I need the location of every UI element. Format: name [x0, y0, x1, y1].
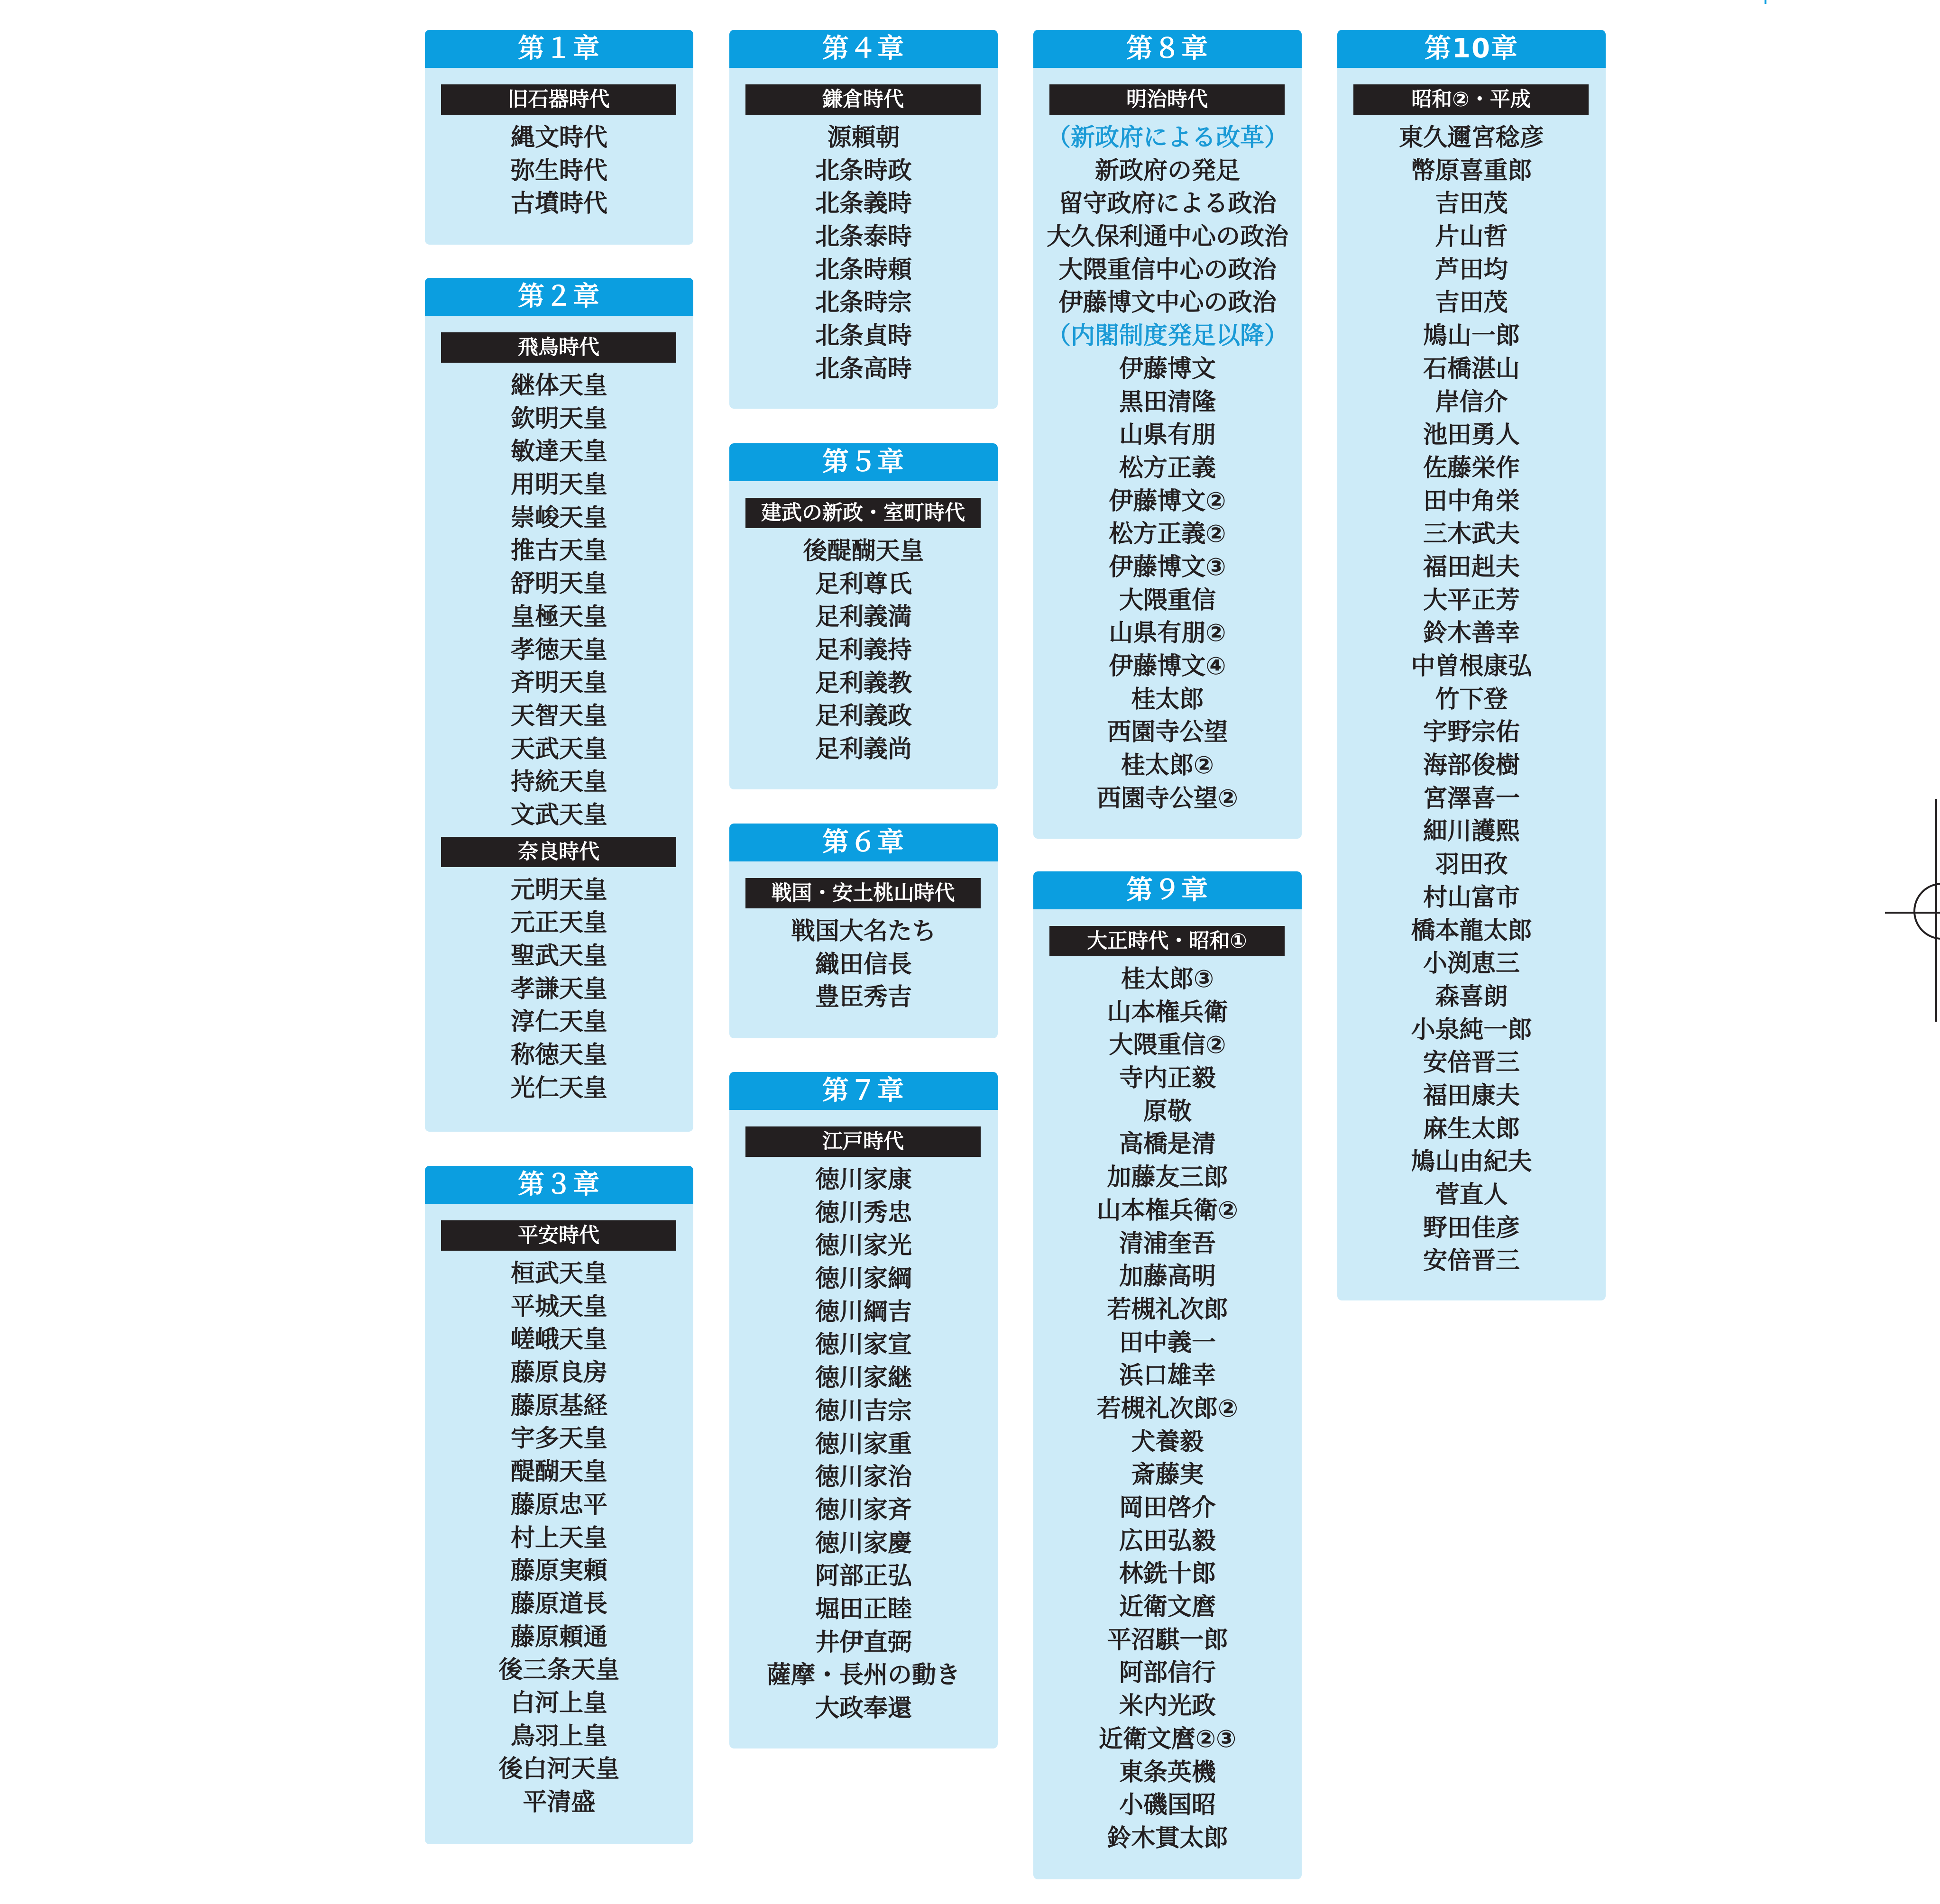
list-item: 福田康夫 [1423, 1081, 1520, 1110]
list-item: 後白河天皇 [498, 1755, 620, 1784]
era-label: 大正時代・昭和① [1049, 926, 1285, 956]
list-item: 古墳時代 [510, 190, 607, 218]
registration-tick [1765, 0, 1766, 4]
list-item: 北条高時 [815, 355, 912, 383]
list-item: 菅直人 [1435, 1181, 1508, 1209]
list-item: 徳川綱吉 [815, 1298, 912, 1326]
list-item: 黒田清隆 [1119, 388, 1216, 416]
list-item: 伊藤博文③ [1109, 553, 1226, 581]
list-item: 天智天皇 [510, 702, 607, 730]
list-item: 北条時政 [815, 156, 912, 185]
list-item: 阿部信行 [1119, 1659, 1216, 1687]
list-item: 北条時頼 [815, 256, 912, 284]
era-label: 戦国・安土桃山時代 [745, 878, 981, 908]
list-item: 橋本龍太郎 [1411, 916, 1532, 945]
chapter-title: 第７章 [729, 1072, 998, 1110]
list-item: 米内光政 [1119, 1692, 1216, 1721]
era-label: 旧石器時代 [441, 84, 676, 115]
list-item: 福田赳夫 [1423, 553, 1520, 581]
chapter-title: 第３章 [425, 1166, 693, 1204]
list-item: 藤原実頼 [510, 1557, 607, 1585]
list-item: 石橋湛山 [1423, 355, 1520, 383]
list-item: 安倍晋三 [1423, 1049, 1520, 1077]
list-item: 斉明天皇 [510, 669, 607, 697]
list-item: 醍醐天皇 [510, 1458, 607, 1486]
list-item: 麻生太郎 [1423, 1115, 1520, 1143]
list-item: 阿部正弘 [815, 1562, 912, 1591]
chapter-card [1337, 30, 1606, 1300]
list-item: 鳩山一郎 [1423, 322, 1520, 350]
list-item: 新政府の発足 [1094, 156, 1240, 185]
list-item: 舒明天皇 [510, 570, 607, 598]
list-item: 西園寺公望 [1107, 718, 1228, 747]
list-item: 堀田正睦 [815, 1595, 912, 1623]
item-list [1033, 963, 1302, 1855]
era-label: 昭和②・平成 [1353, 84, 1589, 115]
list-item: 光仁天皇 [510, 1074, 607, 1102]
list-item: 加藤高明 [1119, 1263, 1216, 1291]
list-item: 三木武夫 [1423, 520, 1520, 549]
list-item: 藤原良房 [510, 1359, 607, 1387]
list-item: 山県有朋 [1119, 421, 1216, 449]
chapter-title: 第１章 [425, 30, 693, 68]
era-label: 建武の新政・室町時代 [745, 498, 981, 528]
chapter-title: 第８章 [1033, 30, 1302, 68]
list-item: 岡田啓介 [1119, 1494, 1216, 1522]
list-item: 徳川家重 [815, 1430, 912, 1458]
list-item: 桓武天皇 [510, 1260, 607, 1288]
list-item: 留守政府による政治 [1058, 190, 1277, 218]
list-item: 岸信介 [1435, 388, 1508, 416]
item-list [729, 535, 998, 766]
chapter-card [1033, 30, 1302, 839]
list-item: 足利義満 [815, 603, 912, 632]
list-item: 継体天皇 [510, 372, 607, 400]
list-item: 平城天皇 [510, 1292, 607, 1321]
chapter-card [425, 1166, 693, 1844]
list-item: 大隈重信② [1109, 1031, 1226, 1060]
list-item: 東久邇宮稔彦 [1398, 124, 1544, 152]
list-item: 藤原忠平 [510, 1491, 607, 1519]
era-label: 鎌倉時代 [745, 84, 981, 115]
list-item: 徳川家斉 [815, 1496, 912, 1524]
list-item: 戦国大名たち [791, 917, 936, 945]
chapter-card [729, 443, 998, 789]
list-item: 細川護熙 [1423, 817, 1520, 846]
list-item: 天武天皇 [510, 735, 607, 763]
list-item: 平沼騏一郎 [1107, 1626, 1228, 1654]
list-item: 幣原喜重郎 [1411, 156, 1532, 185]
crop-mark-circle [1913, 883, 1940, 940]
list-item: 崇峻天皇 [510, 503, 607, 532]
subheading: （内閣制度発足以降） [1046, 322, 1288, 350]
list-item: 北条時宗 [815, 289, 912, 317]
list-item: 北条義時 [815, 190, 912, 218]
list-item: 竹下登 [1435, 685, 1508, 714]
list-item: 藤原基経 [510, 1391, 607, 1420]
list-item: 近衛文麿 [1119, 1593, 1216, 1621]
item-list [1033, 121, 1302, 815]
list-item: 皇極天皇 [510, 603, 607, 631]
item-list [729, 1163, 998, 1725]
list-item: 豊臣秀吉 [815, 983, 912, 1012]
list-item: 林銑十郎 [1119, 1560, 1216, 1588]
list-item: 敏達天皇 [510, 438, 607, 466]
list-item: 平清盛 [523, 1788, 596, 1816]
list-item: 孝謙天皇 [510, 975, 607, 1003]
era-label: 飛鳥時代 [441, 332, 676, 363]
list-item: 徳川家光 [815, 1232, 912, 1260]
chapter-card [1033, 871, 1302, 1879]
list-item: 小磯国昭 [1119, 1791, 1216, 1820]
item-list [1337, 121, 1606, 1278]
list-item: 北条泰時 [815, 223, 912, 251]
list-item: 嵯峨天皇 [510, 1326, 607, 1354]
list-item: 小泉純一郎 [1411, 1016, 1532, 1044]
chapter-card [425, 30, 693, 245]
list-item: 東条英機 [1119, 1758, 1216, 1786]
list-item: 徳川家宣 [815, 1331, 912, 1359]
list-item: 大久保利通中心の政治 [1046, 223, 1288, 251]
list-item: 犬養毅 [1131, 1428, 1204, 1456]
list-item: 中曽根康弘 [1411, 652, 1532, 680]
list-item: 寺内正毅 [1119, 1064, 1216, 1093]
list-item: 元明天皇 [510, 876, 607, 904]
list-item: 宇野宗佑 [1423, 718, 1520, 747]
era-label: 平安時代 [441, 1220, 676, 1251]
item-list [425, 121, 693, 220]
list-item: 後醍醐天皇 [803, 537, 924, 565]
list-item: 佐藤栄作 [1423, 454, 1520, 482]
chapter-title: 第９章 [1033, 871, 1302, 909]
list-item: 清浦奎吾 [1119, 1229, 1216, 1258]
list-item: 小渕恵三 [1423, 950, 1520, 978]
list-item: 山県有朋② [1109, 619, 1226, 648]
list-item: 野田佳彦 [1423, 1214, 1520, 1242]
list-item: 淳仁天皇 [510, 1008, 607, 1036]
list-item: 山本権兵衛② [1096, 1196, 1239, 1225]
list-item: 山本権兵衛 [1107, 998, 1228, 1026]
list-item: 足利義持 [815, 636, 912, 665]
list-item: 桂太郎③ [1121, 965, 1214, 993]
list-item: 西園寺公望② [1096, 784, 1239, 813]
list-item: 足利尊氏 [815, 570, 912, 598]
list-item: 足利義政 [815, 702, 912, 731]
chapter-card [729, 824, 998, 1038]
list-item: 斎藤実 [1131, 1461, 1204, 1489]
list-item: 称徳天皇 [510, 1041, 607, 1070]
chapter-card [729, 30, 998, 409]
list-item: 広田弘毅 [1119, 1527, 1216, 1555]
era-label: 明治時代 [1049, 84, 1285, 115]
list-item: 徳川家継 [815, 1364, 912, 1392]
list-item: 桂太郎② [1121, 751, 1214, 780]
list-item: 大平正芳 [1423, 586, 1520, 614]
era-label: 奈良時代 [441, 837, 676, 867]
list-item: 足利義尚 [815, 735, 912, 764]
list-item: 徳川吉宗 [815, 1397, 912, 1425]
list-item: 田中義一 [1119, 1328, 1216, 1357]
era-label: 江戸時代 [745, 1126, 981, 1157]
list-item: 大隈重信中心の政治 [1058, 256, 1277, 284]
list-item: 松方正義 [1119, 454, 1216, 482]
list-item: 安倍晋三 [1423, 1247, 1520, 1275]
list-item: 大隈重信 [1119, 586, 1216, 614]
item-list [425, 1257, 693, 1819]
list-item: 桂太郎 [1131, 685, 1204, 714]
list-item: 文武天皇 [510, 801, 607, 829]
list-item: 大政奉還 [815, 1694, 912, 1722]
list-item: 羽田孜 [1435, 851, 1508, 879]
list-item: 伊藤博文④ [1109, 652, 1226, 680]
item-list [729, 915, 998, 1014]
list-item: 鈴木貫太郎 [1107, 1824, 1228, 1852]
list-item: 芦田均 [1435, 256, 1508, 284]
list-item: 村上天皇 [510, 1524, 607, 1552]
list-item: 足利義教 [815, 669, 912, 697]
list-item: 宇多天皇 [510, 1425, 607, 1453]
list-item: 藤原道長 [510, 1590, 607, 1618]
item-list [425, 369, 693, 832]
list-item: 藤原頼通 [510, 1623, 607, 1651]
chapter-title: 第５章 [729, 443, 998, 481]
item-list [729, 121, 998, 386]
subheading: （新政府による改革） [1046, 124, 1288, 152]
list-item: 孝徳天皇 [510, 636, 607, 664]
list-item: 後三条天皇 [498, 1656, 620, 1684]
list-item: 村山富市 [1423, 883, 1520, 912]
list-item: 浜口雄幸 [1119, 1362, 1216, 1390]
chapter-title: 第６章 [729, 824, 998, 861]
list-item: 吉田茂 [1435, 190, 1508, 218]
list-item: 高橋是清 [1119, 1130, 1216, 1159]
chapter-card [425, 278, 693, 1132]
list-item: 徳川家治 [815, 1463, 912, 1492]
list-item: 若槻礼次郎② [1096, 1394, 1239, 1423]
list-item: 井伊直弼 [815, 1628, 912, 1657]
list-item: 森喜朗 [1435, 982, 1508, 1011]
list-item: 持統天皇 [510, 768, 607, 796]
list-item: 白河上皇 [510, 1689, 607, 1717]
list-item: 加藤友三郎 [1107, 1163, 1228, 1192]
list-item: 欽明天皇 [510, 404, 607, 433]
chapter-card [729, 1072, 998, 1748]
list-item: 伊藤博文② [1109, 487, 1226, 515]
list-item: 薩摩・長州の動き [766, 1661, 960, 1690]
chapter-title: 第２章 [425, 278, 693, 316]
list-item: 徳川家康 [815, 1166, 912, 1194]
list-item: 若槻礼次郎 [1107, 1295, 1228, 1324]
list-item: 海部俊樹 [1423, 751, 1520, 780]
list-item: 徳川家綱 [815, 1265, 912, 1293]
list-item: 鳥羽上皇 [510, 1722, 607, 1750]
list-item: 弥生時代 [510, 156, 607, 185]
item-list [425, 874, 693, 1105]
list-item: 片山哲 [1435, 223, 1508, 251]
list-item: 織田信長 [815, 950, 912, 979]
list-item: 宮澤喜一 [1423, 784, 1520, 813]
list-item: 伊藤博文中心の政治 [1058, 289, 1277, 317]
list-item: 近衛文麿②③ [1098, 1725, 1237, 1753]
list-item: 田中角栄 [1423, 487, 1520, 515]
list-item: 鳩山由紀夫 [1411, 1148, 1532, 1176]
list-item: 池田勇人 [1423, 421, 1520, 449]
list-item: 吉田茂 [1435, 289, 1508, 317]
list-item: 元正天皇 [510, 909, 607, 937]
list-item: 徳川家慶 [815, 1529, 912, 1557]
list-item: 縄文時代 [510, 124, 607, 152]
chapter-title: 第10章 [1337, 30, 1606, 68]
list-item: 源頼朝 [827, 124, 900, 152]
list-item: 原敬 [1143, 1097, 1192, 1126]
list-item: 北条貞時 [815, 322, 912, 350]
list-item: 聖武天皇 [510, 942, 607, 970]
list-item: 用明天皇 [510, 471, 607, 499]
list-item: 推古天皇 [510, 537, 607, 565]
chapter-title: 第４章 [729, 30, 998, 68]
list-item: 鈴木善幸 [1423, 619, 1520, 648]
list-item: 伊藤博文 [1119, 355, 1216, 383]
list-item: 徳川秀忠 [815, 1199, 912, 1227]
list-item: 松方正義② [1109, 520, 1226, 549]
